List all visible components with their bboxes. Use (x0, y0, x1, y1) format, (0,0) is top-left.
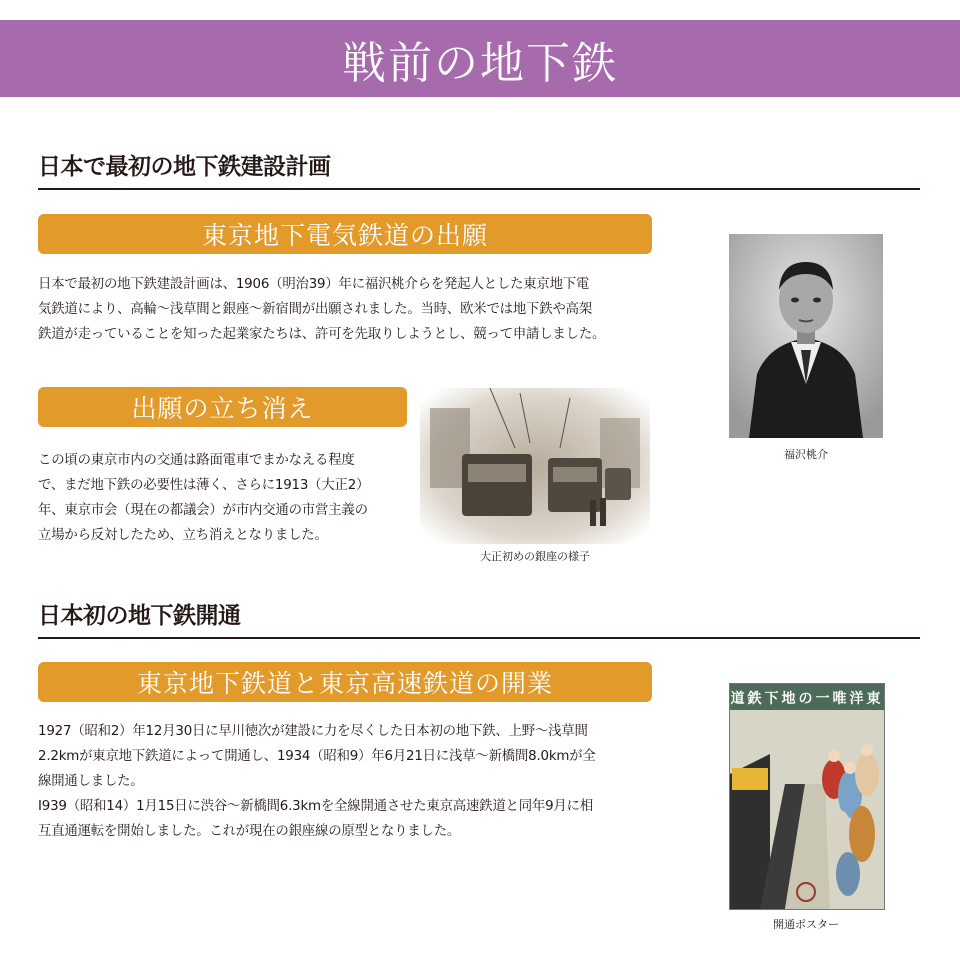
street-image (420, 388, 650, 544)
portrait-photo (729, 234, 883, 438)
subsection-title: 東京地下鉄道と東京高速鉄道の開業 (136, 669, 553, 698)
paragraph-application (38, 272, 605, 347)
poster-image (730, 684, 884, 909)
paragraph-withdrawal (38, 448, 369, 548)
text-line: I939（昭和14）1月15日に渋谷～新橋間6.3kmを全線開通させた東京高速鉄道と同年9月に相 (38, 799, 594, 814)
text-line: 2.2kmが東京地下鉄道によって開通し、1934（昭和9）年6月21日に浅草～新橋間8.0kmが全 (38, 749, 596, 764)
section-heading-text: 日本初の地下鉄開通 (38, 603, 241, 629)
section-heading-first-opening (38, 599, 920, 639)
text-line: 気鉄道により、高輪～浅草間と銀座～新宿間が出願されました。当時、欧米では地下鉄や高架 (38, 302, 593, 317)
text-line: この頃の東京市内の交通は路面電車でまかなえる程度 (38, 453, 355, 468)
text-line: で、まだ地下鉄の必要性は薄く、さらに1913（大正2） (38, 478, 370, 493)
paragraph-opening (38, 719, 596, 844)
text-line: 日本で最初の地下鉄建設計画は、1906（明治39）年に福沢桃介らを発起人とした東京地下電 (38, 277, 590, 292)
ginza-street-photo (420, 388, 650, 544)
text-line: 立場から反対したため、立ち消えとなりました。 (38, 528, 328, 543)
section-heading-first-plan (38, 150, 920, 190)
page-title: 戦前の地下鉄 (342, 37, 618, 89)
portrait-caption: 福沢桃介 (784, 448, 828, 461)
text-line: 年、東京市会（現在の都議会）が市内交通の市営主義の (38, 503, 368, 518)
subsection-bar-withdrawal (38, 387, 407, 427)
text-line: 鉄道が走っていることを知った起業家たちは、許可を先取りしようとし、競って申請しました。 (38, 327, 606, 342)
portrait-image (729, 234, 883, 438)
subsection-title: 東京地下電気鉄道の出願 (201, 221, 488, 250)
text-line: 1927（昭和2）年12月30日に早川徳次が建設に力を尽くした日本初の地下鉄、上野～浅草間 (38, 724, 588, 739)
text-line: 線開通しました。 (38, 774, 144, 789)
subsection-bar-opening (38, 662, 652, 702)
opening-poster (729, 683, 885, 910)
subsection-bar-application (38, 214, 652, 254)
page-banner (0, 20, 960, 97)
text-line: 互直通運転を開始しました。これが現在の銀座線の原型となりました。 (38, 824, 461, 839)
section-heading-text: 日本で最初の地下鉄建設計画 (38, 154, 331, 180)
poster-caption: 開通ポスター (773, 918, 839, 931)
street-photo-caption: 大正初めの銀座の様子 (480, 550, 590, 563)
subsection-title: 出願の立ち消え (131, 394, 314, 423)
poster-title: 東洋唯一の地下鉄道 (730, 691, 884, 707)
